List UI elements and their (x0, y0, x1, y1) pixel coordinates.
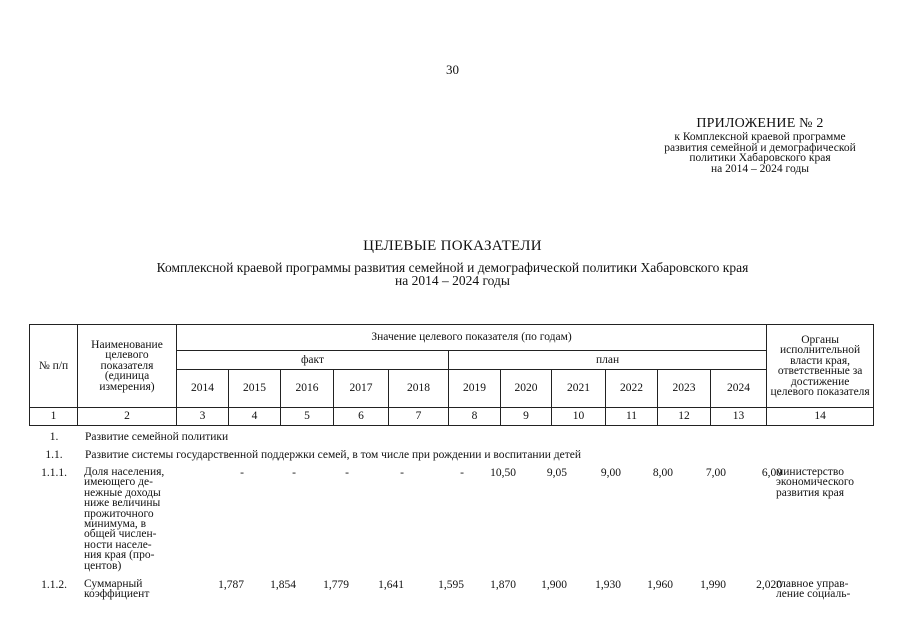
column-number: 14 (767, 408, 874, 426)
indicator-name (84, 579, 176, 600)
column-number: 6 (334, 408, 389, 426)
column-number: 12 (658, 408, 711, 426)
column-number: 1 (30, 408, 78, 426)
indicator-name-line: ния края (про- (84, 549, 155, 562)
section-number: 1.1. (45, 449, 63, 461)
responsible-organ-line: министерство (776, 466, 844, 478)
column-number: 3 (177, 408, 229, 426)
appendix-title: ПРИЛОЖЕНИЕ № 2 (696, 116, 824, 131)
value-2019: 10,50 (490, 467, 516, 479)
column-number: 7 (389, 408, 449, 426)
value-2021: 1,930 (595, 579, 621, 591)
section-number: 1. (49, 431, 59, 443)
header-year: 2022 (606, 370, 658, 408)
value-2024: 6,00 (761, 467, 782, 479)
header-year: 2020 (501, 370, 552, 408)
header-year: 2014 (177, 370, 229, 408)
indicator-name-line: минимума, в (84, 518, 147, 531)
page-number: 30 (446, 62, 459, 77)
section-title: Развитие семейной политики (85, 431, 229, 443)
value-2020: 1,900 (541, 579, 567, 591)
responsible-organ (776, 579, 873, 600)
header-name: Наименование целевого показателя (единица измерения) (78, 325, 177, 408)
column-number: 5 (281, 408, 334, 426)
header-year: 2023 (658, 370, 711, 408)
indicator-name-line: нежные доходы (84, 486, 161, 499)
row-number: 1.1.1. (41, 467, 67, 479)
value-2024: 2,020 (756, 579, 782, 591)
header-year: 2015 (229, 370, 281, 408)
indicator-name-line: ности населе- (84, 538, 152, 551)
responsible-organ (776, 467, 873, 498)
value-2022: 1,960 (647, 579, 673, 591)
header-year: 2019 (449, 370, 501, 408)
indicators-table-header (29, 324, 874, 426)
indicator-name-line: Суммарный (84, 578, 143, 590)
responsible-organ-line: развития края (776, 486, 845, 499)
column-number: 11 (606, 408, 658, 426)
column-number: 9 (501, 408, 552, 426)
responsible-organ-line: ление социаль- (776, 588, 851, 601)
value-2022: 8,00 (652, 467, 673, 479)
value-2014: - (240, 467, 244, 479)
document-title: ЦЕЛЕВЫЕ ПОКАЗАТЕЛИ (363, 238, 542, 254)
header-year: 2018 (389, 370, 449, 408)
value-2018: - (460, 467, 464, 479)
column-number: 8 (449, 408, 501, 426)
indicator-name-line: имеющего де- (84, 476, 153, 489)
value-2023: 1,990 (700, 579, 726, 591)
subtitle-line: на 2014 – 2024 годы (395, 273, 510, 288)
value-2015: - (292, 467, 296, 479)
responsible-organ-line: экономического (776, 476, 855, 489)
value-2017: - (400, 467, 404, 479)
section-title: Развитие системы государственной поддержки семей, в том числе при рождении и воспитании детей (85, 449, 582, 461)
value-2016: 1,779 (323, 579, 349, 591)
indicator-name-line: центов) (84, 559, 122, 572)
column-number: 2 (78, 408, 177, 426)
indicator-name-line: общей числен- (84, 528, 157, 541)
header-plan: план (449, 351, 767, 370)
column-number: 4 (229, 408, 281, 426)
value-2014: 1,787 (218, 579, 244, 591)
value-2018: 1,595 (438, 579, 464, 591)
row-number: 1.1.2. (41, 579, 67, 591)
appendix-line: политики Хабаровского края (689, 152, 831, 164)
appendix-line: развития семейной и демографической (664, 141, 856, 154)
value-2020: 9,05 (546, 467, 567, 479)
column-number: 13 (711, 408, 767, 426)
value-2023: 7,00 (705, 467, 726, 479)
header-fact: факт (177, 351, 449, 370)
document-subtitle (60, 261, 845, 287)
responsible-organ-line: главное управ- (776, 578, 849, 590)
header-year: 2017 (334, 370, 389, 408)
header-year: 2016 (281, 370, 334, 408)
header-values-group: Значение целевого показателя (по годам) (177, 325, 767, 351)
appendix-line: к Комплексной краевой программе (674, 131, 846, 143)
header-organs: Органы исполнительной власти края, ответственные за достижение целевого показателя (767, 325, 874, 408)
value-2015: 1,854 (270, 579, 296, 591)
appendix-line: на 2014 – 2024 годы (711, 162, 809, 175)
subtitle-line: Комплексной краевой программы развития семейной и демографической политики Хабаровского края (156, 260, 749, 275)
header-year: 2021 (552, 370, 606, 408)
value-2021: 9,00 (600, 467, 621, 479)
value-2017: 1,641 (378, 579, 404, 591)
indicator-name-line: ниже величины (84, 497, 161, 510)
indicator-name-line: прожиточного (84, 507, 154, 520)
header-year: 2024 (711, 370, 767, 408)
indicator-name-line: коэффициент (84, 588, 150, 601)
indicator-name (84, 467, 176, 571)
value-2016: - (345, 467, 349, 479)
value-2019: 1,870 (490, 579, 516, 591)
column-number: 10 (552, 408, 606, 426)
header-num: № п/п (30, 325, 78, 408)
appendix-block (640, 116, 880, 174)
indicator-name-line: Доля населения, (84, 466, 165, 478)
